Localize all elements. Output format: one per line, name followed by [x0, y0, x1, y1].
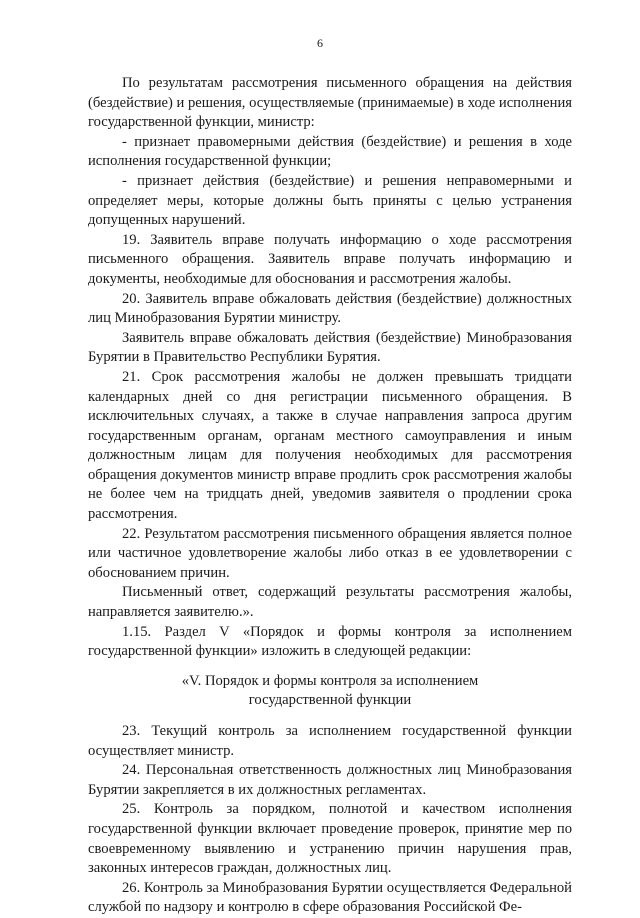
paragraph: 25. Контроль за порядком, полнотой и качеством исполнения государственной функции включает проведение проверок, принятие мер по своевременному выявлению и устранению причин нарушения прав, законных интересов граждан, должностных лиц.	[88, 801, 572, 877]
paragraph: 24. Персональная ответственность должностных лиц Минобразования Бурятии закрепляется в их должностных регламентах.	[88, 762, 572, 798]
paragraph: 26. Контроль за Минобразования Бурятии осуществляется Федеральной службой по надзору и контролю в сфере образования Российской Фе-	[88, 879, 572, 916]
list-item: - признает правомерными действия (бездействие) и решения в ходе исполнения государственной функции;	[88, 133, 572, 170]
document-body	[88, 74, 572, 918]
paragraph: 21. Срок рассмотрения жалобы не должен превышать тридцати календарных дней со дня регистрации письменного обращения. В исключительных случаях, а также в случае направления запроса другим государственным органам, органам местного самоуправления и иным должностным лицам для получения необходимых для рассмотрения обращения документов министр вправе продлить срок рассмотрения жалобы не более чем на тридцать дней, уведомив заявителя о продлении срока рассмотрения.	[88, 368, 572, 523]
paragraph: 1.15. Раздел V «Порядок и формы контроля за исполнением государственной функции» изложить в следующей редакции:	[88, 623, 572, 660]
section-heading: «V. Порядок и формы контроля за исполнением государственной функции	[181, 672, 479, 709]
paragraph: 23. Текущий контроль за исполнением государственной функции осуществляет министр.	[88, 723, 572, 759]
paragraph: 19. Заявитель вправе получать информацию о ходе рассмотрения письменного обращения. Заявитель вправе получать информацию и документы, необходимые для обоснования и рассмотрения жалобы.	[88, 231, 572, 287]
paragraph: Письменный ответ, содержащий результаты рассмотрения жалобы, направляется заявителю.».	[88, 584, 572, 621]
page-number: 6	[317, 36, 323, 50]
list-item: - признает действия (бездействие) и решения неправомерными и определяет меры, которые должны быть приняты с целью устранения допущенных нарушений.	[88, 172, 572, 229]
paragraph: 22. Результатом рассмотрения письменного обращения является полное или частичное удовлетворение жалобы либо отказ в ее удовлетворении с обоснованием причин.	[88, 525, 572, 581]
paragraph: 20. Заявитель вправе обжаловать действия (бездействие) должностных лиц Минобразования Бурятии министру.	[88, 290, 572, 327]
paragraph: По результатам рассмотрения письменного обращения на действия (бездействие) и решения, осуществляемые (принимаемые) в ходе исполнения государственной функции, министр:	[88, 75, 572, 131]
paragraph: Заявитель вправе обжаловать действия (бездействие) Минобразования Бурятии в Правительство Республики Бурятия.	[88, 329, 572, 366]
